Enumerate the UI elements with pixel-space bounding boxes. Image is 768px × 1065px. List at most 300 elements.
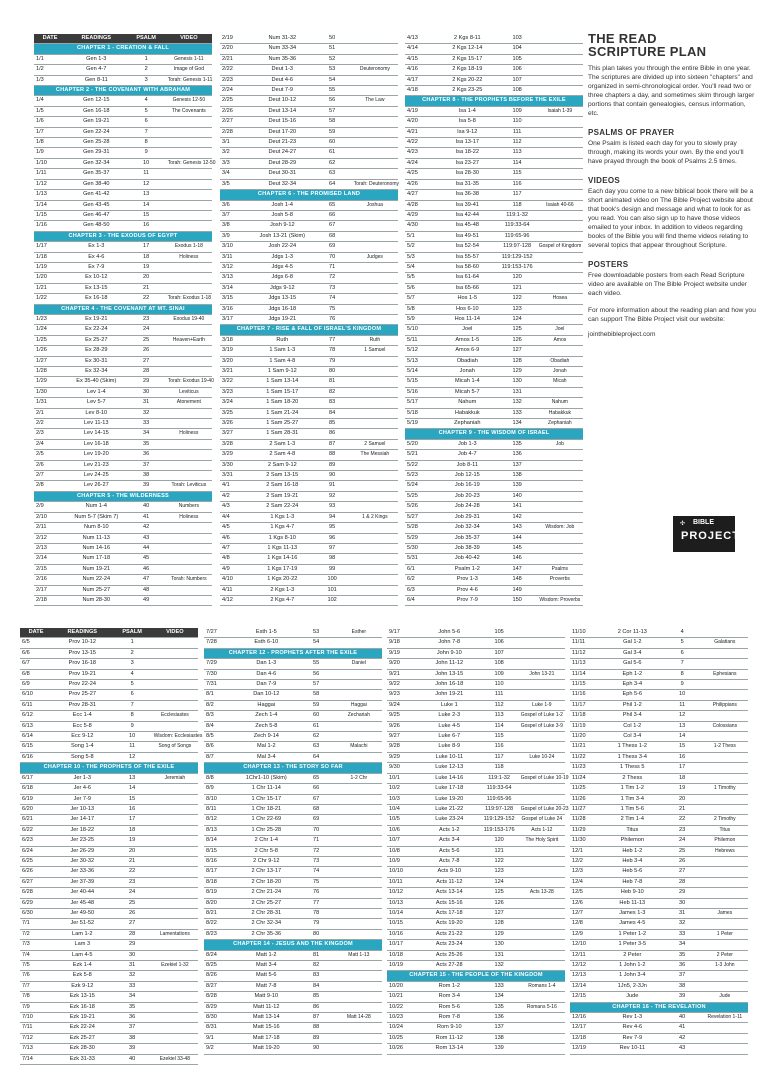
cell-read: Isa 1-4	[437, 106, 498, 116]
table-row	[20, 992, 198, 1002]
cell-psalm: 19	[127, 262, 166, 272]
cell-video	[152, 888, 198, 898]
table-row	[405, 86, 583, 96]
cell-psalm: 67	[313, 221, 352, 231]
cell-date: 6/14	[20, 732, 52, 742]
logo-line-1: BIBLE	[693, 519, 714, 526]
cell-psalm: 129	[480, 929, 519, 939]
table-row	[220, 439, 398, 449]
table-row	[387, 908, 565, 918]
cell-read: Acts 9-10	[419, 867, 480, 877]
cell-date: 10/1	[387, 773, 419, 783]
table-row	[204, 888, 382, 898]
cell-read: Isa 18-22	[437, 148, 498, 158]
cell-read: James 4-5	[602, 919, 663, 929]
cell-date: 7/3	[20, 940, 52, 950]
cell-video: Jeremiah	[152, 773, 198, 783]
cell-video	[166, 148, 212, 158]
table-row	[405, 512, 583, 522]
cell-date: 8/21	[204, 908, 236, 918]
cell-psalm: 27	[663, 867, 702, 877]
cell-video	[336, 908, 382, 918]
cell-video: The Covenants	[166, 106, 212, 116]
table-row	[405, 408, 583, 418]
cell-date: 4/19	[405, 106, 437, 116]
cell-read: Num 17-18	[66, 554, 127, 564]
table-row	[220, 34, 398, 44]
cell-psalm: 17	[663, 763, 702, 773]
cell-date: 10/18	[387, 950, 419, 960]
cell-date: 7/11	[20, 1023, 52, 1033]
cell-video	[352, 86, 398, 96]
cell-video	[352, 283, 398, 293]
cell-psalm: 35	[663, 950, 702, 960]
header-readings: READINGS	[66, 34, 127, 44]
cell-read: 2 Kgs 12-14	[437, 44, 498, 54]
cell-video: Torah: Numbers	[166, 575, 212, 585]
table-row	[570, 784, 748, 794]
cell-read: 2 Kgs 18-19	[437, 65, 498, 75]
cell-read: 1 Kgs 8-10	[252, 533, 313, 543]
cell-read: 1 Kgs 11-13	[252, 543, 313, 553]
cell-video	[336, 888, 382, 898]
cell-date: 1/5	[34, 106, 66, 116]
cell-video: Image of God	[166, 65, 212, 75]
cell-psalm: 38	[127, 471, 166, 481]
cell-date: 4/4	[220, 512, 252, 522]
cell-video	[519, 940, 565, 950]
cell-date: 6/20	[20, 804, 52, 814]
cell-date: 1/22	[34, 294, 66, 304]
table-row	[387, 794, 565, 804]
cell-read: Amos 1-5	[437, 335, 498, 345]
table-row	[570, 711, 748, 721]
cell-date: 9/18	[387, 638, 419, 648]
cell-read: Gen 32-34	[66, 158, 127, 168]
cell-video: Gospel of Luke 1-2	[519, 711, 565, 721]
cell-date: 11/21	[570, 742, 602, 752]
chapter-title: CHAPTER 7 - RISE & FALL OF ISRAEL'S KINGDOM	[220, 325, 398, 335]
cell-read: Jer 45-48	[52, 898, 113, 908]
cell-psalm: 136	[498, 450, 537, 460]
cell-date: 8/8	[204, 773, 236, 783]
cell-read: Luke 2-3	[419, 711, 480, 721]
cell-date: 8/4	[204, 721, 236, 731]
cell-read: James 1-3	[602, 908, 663, 918]
cell-date: 1/29	[34, 377, 66, 387]
table-row	[570, 971, 748, 981]
table-row	[570, 981, 748, 991]
cell-psalm: 24	[663, 836, 702, 846]
cell-date: 10/3	[387, 794, 419, 804]
cell-video: Holiness	[166, 252, 212, 262]
cell-date: 7/28	[204, 638, 236, 648]
cell-video: Matt 1-13	[336, 950, 382, 960]
cell-date: 4/9	[220, 564, 252, 574]
table-row	[405, 439, 583, 449]
cell-date: 9/19	[387, 648, 419, 658]
header-video: VIDEO	[166, 34, 212, 44]
cell-date: 2/17	[34, 585, 66, 595]
table-row	[20, 648, 198, 658]
cell-video: Titus	[702, 825, 748, 835]
cell-read: Hos 1-5	[437, 294, 498, 304]
cell-psalm: 21	[663, 804, 702, 814]
cell-read: Acts 3-4	[419, 836, 480, 846]
cell-read: Jer 23-25	[52, 836, 113, 846]
cell-read: 2 Kgs 8-11	[437, 34, 498, 44]
cell-read: Jer 33-36	[52, 867, 113, 877]
cell-date: 4/16	[405, 65, 437, 75]
cell-date: 10/15	[387, 919, 419, 929]
table-row	[20, 825, 198, 835]
cell-psalm: 66	[313, 210, 352, 220]
cell-psalm: 133	[498, 408, 537, 418]
cell-psalm: 42	[127, 523, 166, 533]
cell-date: 2/3	[34, 429, 66, 439]
table-row	[20, 680, 198, 690]
cell-video	[166, 367, 212, 377]
cell-date: 5/2	[405, 242, 437, 252]
table-row	[570, 1023, 748, 1033]
cell-psalm: 35	[127, 439, 166, 449]
cell-psalm: 31	[663, 908, 702, 918]
cell-read: Matt 1-2	[236, 950, 297, 960]
cell-date: 2/28	[220, 127, 252, 137]
cell-psalm: 26	[663, 856, 702, 866]
cell-read: Ex 35-40 (Skim)	[66, 377, 127, 387]
cell-read: Deut 30-31	[252, 169, 313, 179]
cell-read: 1 Sam 25-27	[252, 419, 313, 429]
cell-video	[702, 1023, 748, 1033]
table-row	[34, 408, 212, 418]
table-row	[220, 304, 398, 314]
cell-read: Habakkuk	[437, 408, 498, 418]
cell-video: Lamentations	[152, 929, 198, 939]
cell-date: 2/7	[34, 471, 66, 481]
cell-date: 12/17	[570, 1023, 602, 1033]
cell-date: 7/8	[20, 992, 52, 1002]
cell-date: 3/8	[220, 221, 252, 231]
cell-psalm: 7	[127, 127, 166, 137]
plan-table	[204, 628, 382, 1055]
cell-psalm: 123	[480, 867, 519, 877]
cell-psalm: 63	[297, 742, 336, 752]
cell-psalm: 39	[113, 1044, 152, 1054]
title-line-1: THE READ	[588, 31, 657, 46]
cell-read: 1 Kgs 4-7	[252, 523, 313, 533]
table-row	[34, 481, 212, 491]
cell-psalm: 40	[127, 502, 166, 512]
cell-date: 12/4	[570, 877, 602, 887]
table-row	[387, 836, 565, 846]
cell-psalm: 41	[127, 512, 166, 522]
cell-video: Hosea	[537, 294, 583, 304]
cell-video	[352, 595, 398, 605]
cell-read: Matt 19-20	[236, 1044, 297, 1054]
cell-video	[537, 252, 583, 262]
cell-video	[519, 628, 565, 638]
cell-read: Rev 10-11	[602, 1044, 663, 1054]
table-row	[570, 1044, 748, 1054]
cell-video: Habakkuk	[537, 408, 583, 418]
cell-video: Wisdom: Ecclesiastes	[152, 732, 198, 742]
cell-video	[166, 179, 212, 189]
cell-video: Luke 1-9	[519, 700, 565, 710]
cell-video	[519, 856, 565, 866]
cell-psalm: 12	[113, 752, 152, 762]
cell-video	[537, 481, 583, 491]
cell-read: Num 14-16	[66, 543, 127, 553]
table-row	[387, 1033, 565, 1043]
cell-psalm: 68	[297, 804, 336, 814]
cell-date: 2/24	[220, 86, 252, 96]
cell-read: 1 Sam 28-31	[252, 429, 313, 439]
cell-read: Jer 7-9	[52, 794, 113, 804]
videos-heading: VIDEOS	[588, 176, 621, 185]
table-row	[204, 1023, 382, 1033]
cell-date: 8/7	[204, 752, 236, 762]
cell-date: 12/3	[570, 867, 602, 877]
table-row	[20, 732, 198, 742]
schedule-column-5	[204, 628, 382, 1055]
table-row	[220, 252, 398, 262]
cell-read: Job 32-34	[437, 523, 498, 533]
cell-video	[352, 377, 398, 387]
cell-psalm: 30	[663, 898, 702, 908]
table-row	[204, 992, 382, 1002]
cell-video	[519, 867, 565, 877]
cell-date: 5/7	[405, 294, 437, 304]
cell-read: Rom 9-10	[419, 1023, 480, 1033]
cell-video: Zechariah	[336, 711, 382, 721]
cell-read: Ex 30-31	[66, 356, 127, 366]
cell-psalm: 143	[498, 523, 537, 533]
website-link[interactable]: jointhebibleproject.com	[588, 331, 656, 338]
table-row	[220, 44, 398, 54]
table-row	[570, 898, 748, 908]
cell-video	[702, 981, 748, 991]
cell-read: Luke 19-20	[419, 794, 480, 804]
cell-date: 3/18	[220, 335, 252, 345]
cell-read: 2 Chr 32-34	[236, 919, 297, 929]
cell-read: 1 Sam 21-24	[252, 408, 313, 418]
cell-read: Phil 1-2	[602, 700, 663, 710]
table-row	[20, 773, 198, 783]
cell-read: Lev 24-25	[66, 471, 127, 481]
cell-date: 8/18	[204, 877, 236, 887]
cell-video	[352, 231, 398, 241]
table-row	[220, 210, 398, 220]
table-row	[220, 460, 398, 470]
cell-video	[537, 54, 583, 64]
cell-video	[336, 898, 382, 908]
cell-date: 12/5	[570, 888, 602, 898]
cell-date: 4/17	[405, 75, 437, 85]
cell-date: 3/29	[220, 450, 252, 460]
cell-date: 12/1	[570, 846, 602, 856]
table-row	[405, 471, 583, 481]
table-row	[387, 669, 565, 679]
table-row	[220, 221, 398, 231]
cell-date: 5/11	[405, 335, 437, 345]
cell-date: 6/11	[20, 700, 52, 710]
cell-read: Ecc 9-12	[52, 732, 113, 742]
cell-read: 1 Peter 1-2	[602, 929, 663, 939]
cell-date: 4/28	[405, 200, 437, 210]
table-row	[570, 867, 748, 877]
cell-video: Ezekiel 33-48	[152, 1054, 198, 1064]
table-row	[220, 169, 398, 179]
cell-psalm: 22	[127, 294, 166, 304]
table-row	[405, 450, 583, 460]
cell-date: 3/20	[220, 356, 252, 366]
cell-psalm: 34	[113, 992, 152, 1002]
cell-psalm: 1	[127, 54, 166, 64]
chapter-title: CHAPTER 3 - THE EXODUS OF EGYPT	[34, 231, 212, 241]
table-row	[387, 981, 565, 991]
cell-psalm: 116	[480, 742, 519, 752]
cell-date: 8/28	[204, 992, 236, 1002]
cell-video	[352, 262, 398, 272]
table-row	[34, 325, 212, 335]
table-row	[34, 294, 212, 304]
cell-date: 12/12	[570, 961, 602, 971]
cell-video	[519, 638, 565, 648]
cell-video	[352, 575, 398, 585]
cell-video	[166, 554, 212, 564]
cell-video: Holiness	[166, 429, 212, 439]
cell-read: Jer 51-52	[52, 919, 113, 929]
table-row	[570, 929, 748, 939]
cell-video: Haggai	[336, 700, 382, 710]
table-row	[220, 367, 398, 377]
table-row	[405, 564, 583, 574]
cell-date: 3/10	[220, 242, 252, 252]
cell-psalm: 20	[127, 273, 166, 283]
cell-psalm: 50	[313, 34, 352, 44]
cell-video	[537, 158, 583, 168]
table-row	[220, 75, 398, 85]
cell-video	[519, 1044, 565, 1054]
cell-read: Matt 13-14	[236, 1013, 297, 1023]
cell-date: 5/5	[405, 273, 437, 283]
cell-psalm: 130	[498, 377, 537, 387]
cell-date: 2/4	[34, 439, 66, 449]
cell-date: 8/16	[204, 856, 236, 866]
cell-read: Psalm 1-2	[437, 564, 498, 574]
cell-date: 4/10	[220, 575, 252, 585]
table-row	[220, 471, 398, 481]
cell-psalm: 18	[127, 252, 166, 262]
cell-date: 4/5	[220, 523, 252, 533]
table-row	[220, 398, 398, 408]
cell-date: 11/28	[570, 815, 602, 825]
cell-date: 3/14	[220, 283, 252, 293]
cell-date: 4/7	[220, 543, 252, 553]
cell-date: 10/14	[387, 908, 419, 918]
cell-video	[166, 356, 212, 366]
cell-psalm: 123	[498, 304, 537, 314]
cell-video	[519, 846, 565, 856]
cell-date: 11/30	[570, 836, 602, 846]
cell-date: 9/25	[387, 711, 419, 721]
cell-video	[352, 210, 398, 220]
cell-psalm: 122	[498, 294, 537, 304]
cell-date: 1/8	[34, 138, 66, 148]
cell-psalm: 140	[498, 491, 537, 501]
table-row	[405, 200, 583, 210]
cell-psalm: 71	[313, 262, 352, 272]
cell-date: 4/25	[405, 169, 437, 179]
cell-read: Isa 45-48	[437, 221, 498, 231]
cell-psalm: 109	[498, 106, 537, 116]
cell-video: Joel	[537, 325, 583, 335]
cell-psalm: 16	[127, 221, 166, 231]
cell-read: Philemon	[602, 836, 663, 846]
cell-date: 6/5	[20, 638, 52, 648]
cell-read: Ex 28-29	[66, 346, 127, 356]
cell-date: 5/21	[405, 450, 437, 460]
plan-table	[220, 34, 398, 606]
cell-read: John 5-6	[419, 628, 480, 638]
cell-video	[352, 242, 398, 252]
table-row	[204, 721, 382, 731]
table-row	[387, 825, 565, 835]
table-row	[570, 919, 748, 929]
cell-psalm: 76	[313, 314, 352, 324]
table-row	[220, 117, 398, 127]
cell-read: Nahum	[437, 398, 498, 408]
cell-video	[702, 888, 748, 898]
cell-psalm: 33	[127, 419, 166, 429]
cell-video: Numbers	[166, 502, 212, 512]
cell-read: Gen 16-18	[66, 106, 127, 116]
cell-date: 6/4	[405, 595, 437, 605]
table-row	[34, 398, 212, 408]
cell-psalm: 23	[663, 825, 702, 835]
table-row	[20, 971, 198, 981]
table-row	[220, 138, 398, 148]
cell-psalm: 57	[313, 106, 352, 116]
cell-psalm: 1	[113, 638, 152, 648]
cell-video	[519, 961, 565, 971]
table-row	[405, 554, 583, 564]
table-row	[570, 846, 748, 856]
cell-read: Jdgs 9-12	[252, 283, 313, 293]
cell-psalm: 13	[113, 773, 152, 783]
cell-psalm: 136	[480, 1013, 519, 1023]
chapter-heading-row	[34, 491, 212, 501]
cell-video	[152, 867, 198, 877]
cell-date: 5/20	[405, 439, 437, 449]
cell-read: Eph 1-2	[602, 669, 663, 679]
cell-psalm: 54	[297, 638, 336, 648]
cell-video: Malachi	[336, 742, 382, 752]
table-row	[405, 419, 583, 429]
cell-psalm: 36	[127, 450, 166, 460]
cell-psalm: 69	[313, 242, 352, 252]
cell-date: 9/22	[387, 680, 419, 690]
cell-read: Rev 7-9	[602, 1033, 663, 1043]
cell-video	[537, 179, 583, 189]
table-row	[387, 659, 565, 669]
cell-date: 6/29	[20, 898, 52, 908]
table-row	[570, 950, 748, 960]
table-row	[387, 752, 565, 762]
cell-read: Job 12-15	[437, 471, 498, 481]
cell-psalm: 124	[480, 877, 519, 887]
